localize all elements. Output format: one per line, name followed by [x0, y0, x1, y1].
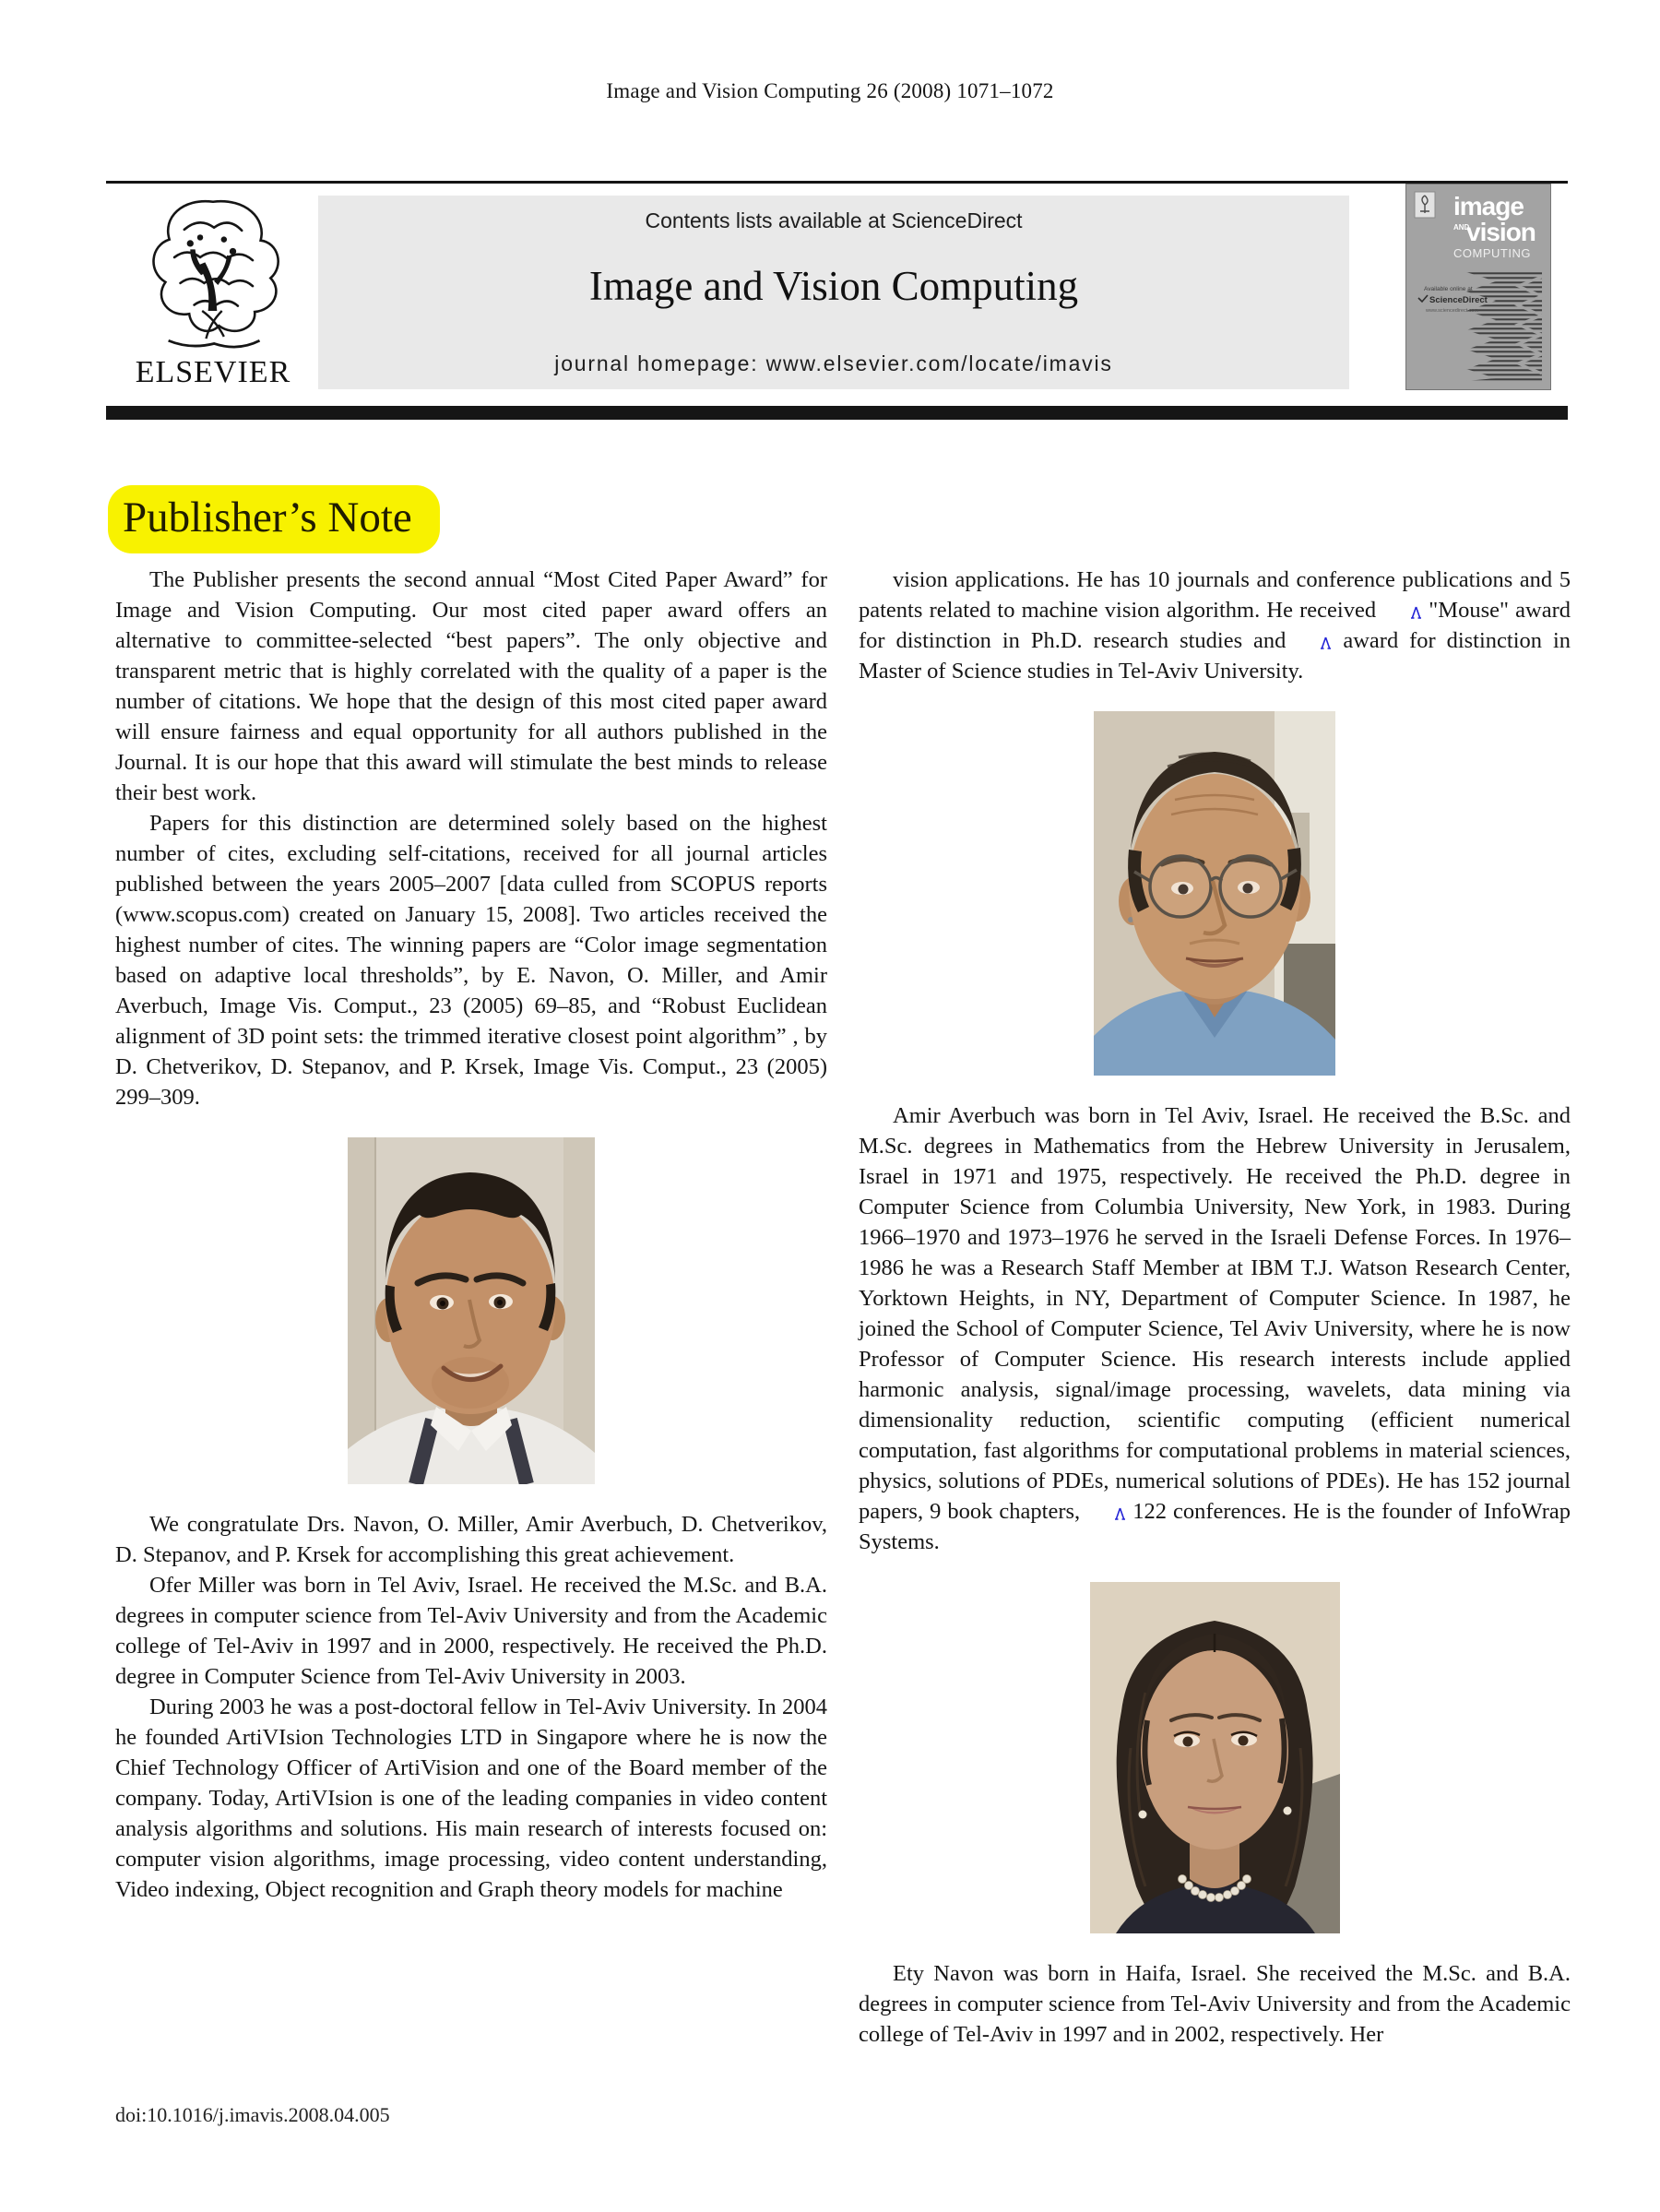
portrait-woman-pearl-necklace	[1090, 1582, 1340, 1933]
journal-homepage-line: journal homepage: www.elsevier.com/locate/imavis	[554, 351, 1113, 375]
journal-cover-thumbnail	[1405, 184, 1551, 390]
journal-title: Image and Vision Computing	[588, 263, 1079, 309]
elsevier-logo	[116, 192, 310, 393]
portrait-man-glasses-denim	[1094, 711, 1335, 1076]
journal-banner	[318, 196, 1349, 389]
svg-text:image: image	[1453, 192, 1524, 220]
paragraph: Ofer Miller was born in Tel Aviv, Israel. He received the M.Sc. and B.A. degrees in computer science from Tel-Aviv University and from the Academic college of Tel-Aviv in 1997 and in 2000, respectively. He received the Ph.D. degree in Computer Science from Tel-Aviv University in 2003.	[115, 1573, 827, 1689]
header-citation: Image and Vision Computing 26 (2008) 1071–1072	[606, 79, 1054, 102]
paragraph: We congratulate Drs. Navon, O. Miller, Amir Averbuch, D. Chetverikov, D. Stepanov, and P. Krsek for accomplishing this great achievement.	[115, 1512, 827, 1567]
elsevier-wordmark: ELSEVIER	[135, 355, 291, 389]
photo-amir-averbuch	[1094, 711, 1335, 1076]
doi-line: doi:10.1016/j.imavis.2008.04.005	[115, 2103, 390, 2126]
svg-text:ScienceDirect: ScienceDirect	[1429, 295, 1488, 305]
header-divider-bar	[106, 406, 1568, 420]
article-title-text: Publisher’s Note	[123, 494, 412, 541]
insertion-caret-icon	[1377, 606, 1421, 619]
paragraph: vision applications. He has 10 journals and conference publications and 5 patents related to machine vision algorithm. He received "Mouse" award for distinction in Ph.D. research studies and award for distinction in Master of Science studies in Tel-Aviv University.	[859, 567, 1571, 684]
left-column	[115, 565, 827, 1905]
svg-text:www.sciencedirect.com: www.sciencedirect.com	[1426, 308, 1479, 314]
svg-text:vision: vision	[1466, 218, 1536, 246]
paragraph: Papers for this distinction are determined solely based on the highest number of cites, excluding self-citations, received for all journal articles published between the years 2005–2007 [data culled from SCOPUS reports (www.scopus.com) created on January 15, 2008]. Two articles received the highest number of cites. The winning papers are “Color image segmentation based on adaptive local thresholds”, by E. Navon, O. Miller, and Amir Averbuch, Image Vis. Comput., 23 (2005) 69–85, and “Robust Euclidean alignment of 3D point sets: the trimmed iterative closest point algorithm” , by D. Chetverikov, D. Stepanov, and P. Krsek, Image Vis. Comput., 23 (2005) 299–309.	[115, 811, 827, 1110]
svg-text:AND: AND	[1453, 223, 1470, 232]
svg-text:Available online at: Available online at	[1424, 286, 1473, 292]
insertion-caret-icon	[1286, 636, 1331, 649]
paragraph: Ety Navon was born in Haifa, Israel. She received the M.Sc. and B.A. degrees in computer science from Tel-Aviv University and from the Academic college of Tel-Aviv in 1997 and in 2002, respectively. Her	[859, 1961, 1571, 2047]
contents-available-line: Contents lists available at ScienceDirect	[645, 208, 1023, 232]
photo-ofer-miller	[348, 1137, 595, 1484]
article-title	[108, 485, 440, 553]
header-top-rule	[106, 181, 1568, 184]
elsevier-tree-icon	[136, 339, 290, 354]
photo-ety-navon	[1090, 1582, 1340, 1933]
svg-text:COMPUTING: COMPUTING	[1453, 246, 1531, 260]
portrait-man-white-shirt	[348, 1137, 595, 1484]
paragraph: During 2003 he was a post-doctoral fellow in Tel-Aviv University. In 2004 he founded ArtiVIsion Technologies LTD in Singapore where he is now the Chief Technology Officer of ArtiVision and one of the Board member of the company. Today, ArtiVIsion is one of the leading companies in video content analysis algorithms and solutions. His main research of interests focused on: computer vision algorithms, image processing, video content understanding, Video indexing, Object recognition and Graph theory models for machine	[115, 1695, 827, 1902]
paragraph: The Publisher presents the second annual “Most Cited Paper Award” for Image and Vision Computing. Our most cited paper award offers an alternative to committee-selected “best papers”. The only objective and transparent metric that is highly correlated with the quality of a paper is the number of citations. We hope that the design of this most cited paper award will ensure fairness and equal opportunity for all authors published in the Journal. It is our hope that this award will stimulate the best minds to release their best work.	[115, 567, 827, 805]
paragraph: Amir Averbuch was born in Tel Aviv, Israel. He received the B.Sc. and M.Sc. degrees in Mathematics from the Hebrew University in Jerusalem, Israel in 1971 and 1975, respectively. He received the Ph.D. degree in Computer Science from Columbia University, New York, in 1983. During 1966–1970 and 1973–1976 he served in the Israeli Defense Forces. In 1976–1986 he was a Research Staff Member at IBM T.J. Watson Research Center, Yorktown Heights, in NY, Department of Computer Science. In 1987, he joined the School of Computer Science, Tel Aviv University, where he is now Professor of Computer Science. His research interests include applied harmonic analysis, signal/image processing, wavelets, data mining via dimensionality reduction, scientific computing (efficient numerical computation, fast algorithms for computational problems in material sciences, physics, solutions of PDEs, numerical solutions of PDEs). He has 152 journal papers, 9 book chapters, 122 conferences. He is the founder of InfoWrap Systems.	[859, 1103, 1571, 1554]
insertion-caret-icon	[1081, 1507, 1125, 1520]
right-column	[859, 565, 1571, 2050]
